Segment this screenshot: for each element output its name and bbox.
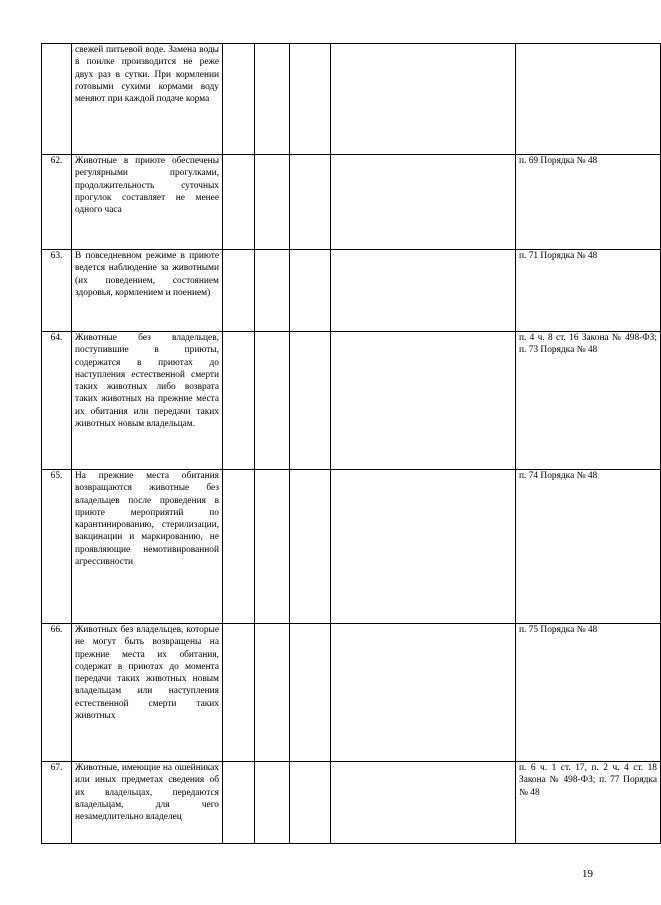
- blank-cell: [290, 332, 331, 470]
- requirement-text: Животные без владельцев, поступившие в приюты, содержатся в приютах до наступления естественной смерти таких животных либо возврата таких животных на прежние места их обитания или передачи таких животных новым владельцам.: [72, 332, 223, 470]
- table-row: [42, 624, 661, 762]
- legal-reference: п. 71 Порядка № 48: [516, 250, 661, 332]
- blank-cell: [331, 624, 516, 762]
- table-row: [42, 762, 661, 844]
- requirement-text: На прежние места обитания возвращаются животные без владельцев после проведения в приюте мероприятий по карантинированию, стерилизации, вакцинации и маркированию, не проявляющие немотивированной агрессивности: [72, 470, 223, 624]
- blank-cell: [331, 155, 516, 250]
- legal-reference: п. 4 ч. 8 ст. 16 Закона № 498-ФЗ; п. 73 Порядка № 48: [516, 332, 661, 470]
- blank-cell: [331, 44, 516, 155]
- blank-cell: [290, 250, 331, 332]
- legal-reference: п. 69 Порядка № 48: [516, 155, 661, 250]
- blank-cell: [255, 624, 290, 762]
- blank-cell: [290, 762, 331, 844]
- legal-reference: п. 74 Порядка № 48: [516, 470, 661, 624]
- blank-cell: [290, 155, 331, 250]
- blank-cell: [255, 470, 290, 624]
- blank-cell: [331, 332, 516, 470]
- legal-reference: п. 6 ч. 1 ст. 17, п. 2 ч. 4 ст. 18 Закона № 498-ФЗ; п. 77 Порядка № 48: [516, 762, 661, 844]
- blank-cell: [255, 332, 290, 470]
- legal-reference: [516, 44, 661, 155]
- requirement-text: свежей питьевой воде. Замена воды в поилке производится не реже двух раз в сутки. При кормлении готовыми сухими кормами воду меняют при каждой подаче корма: [72, 44, 223, 155]
- table-row: [42, 250, 661, 332]
- blank-cell: [223, 44, 255, 155]
- blank-cell: [290, 44, 331, 155]
- requirement-text: В повседневном режиме в приюте ведется наблюдение за животными (их поведением, состоянием здоровья, кормлением и поением): [72, 250, 223, 332]
- page-number: 19: [582, 868, 593, 880]
- row-number: 62.: [42, 155, 72, 250]
- table-row: [42, 470, 661, 624]
- requirement-text: Животные, имеющие на ошейниках или иных предметах сведения об их владельцах, передаются владельцам, для чего незамедлительно владелец: [72, 762, 223, 844]
- row-number: [42, 44, 72, 155]
- blank-cell: [290, 470, 331, 624]
- blank-cell: [255, 44, 290, 155]
- blank-cell: [331, 762, 516, 844]
- row-number: 64.: [42, 332, 72, 470]
- table-row: [42, 44, 661, 155]
- row-number: 65.: [42, 470, 72, 624]
- blank-cell: [223, 332, 255, 470]
- row-number: 67.: [42, 762, 72, 844]
- blank-cell: [223, 762, 255, 844]
- blank-cell: [255, 762, 290, 844]
- table-row: [42, 155, 661, 250]
- row-number: 63.: [42, 250, 72, 332]
- blank-cell: [255, 250, 290, 332]
- legal-reference: п. 75 Порядка № 48: [516, 624, 661, 762]
- blank-cell: [331, 250, 516, 332]
- row-number: 66.: [42, 624, 72, 762]
- blank-cell: [223, 155, 255, 250]
- table-row: [42, 332, 661, 470]
- blank-cell: [223, 250, 255, 332]
- checklist-table: [41, 43, 661, 844]
- blank-cell: [290, 624, 331, 762]
- blank-cell: [223, 624, 255, 762]
- blank-cell: [331, 470, 516, 624]
- requirement-text: Животные в приюте обеспечены регулярными прогулками, продолжительность суточных прогулок составляет не менее одного часа: [72, 155, 223, 250]
- blank-cell: [223, 470, 255, 624]
- blank-cell: [255, 155, 290, 250]
- requirement-text: Животных без владельцев, которые не могут быть возвращены на прежние места их обитания, содержат в приютах до момента передачи таких животных новым владельцам или наступления естественной смерти таких животных: [72, 624, 223, 762]
